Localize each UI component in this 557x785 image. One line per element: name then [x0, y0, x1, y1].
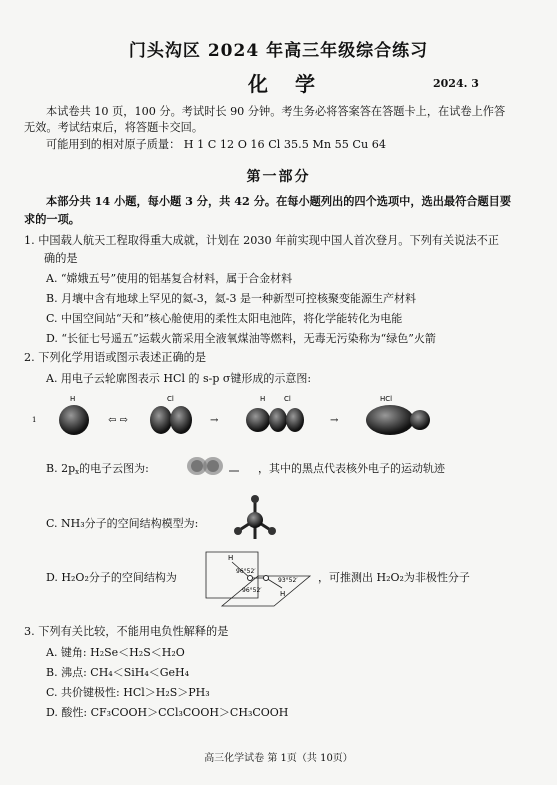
diagram-label-h1: H — [70, 395, 76, 403]
h2o2-label-h-bottom: H — [280, 590, 286, 598]
h2o2-label-h-top: H — [228, 554, 234, 562]
diagram-label-h2: H — [260, 395, 266, 403]
h2o2-structure-diagram — [202, 548, 314, 610]
diagram-label-hcl: HCl — [380, 395, 393, 403]
section-desc2: 求的一项。 — [24, 212, 80, 226]
2px-electron-cloud-image — [175, 455, 245, 477]
subject-title: 化 学 — [248, 72, 325, 96]
q1-option-d: D. “长征七号遥五”运载火箭采用全液氧煤油等燃料，无毒无污染称为“绿色”火箭 — [46, 332, 436, 345]
q3-stem: 3. 下列有关比较，不能用电负性解释的是 — [24, 625, 229, 638]
h-s-orbital — [246, 408, 270, 432]
hcl-sigma-bond-diagram — [30, 392, 490, 444]
h2o2-angle-2: 93°52′ — [278, 577, 298, 584]
q2-option-a: A. 用电子云轮廓图表示 HCl 的 s-p σ键形成的示意图: — [46, 372, 312, 385]
h-s-orbital — [59, 405, 89, 435]
page-footer: 高三化学试卷 第 1页（共 10页） — [204, 753, 353, 764]
hcl-bond-orbital — [366, 405, 414, 435]
diagram-label-cl1: Cl — [167, 395, 174, 403]
q2-option-d: D. H₂O₂分子的空间结构为 — [46, 571, 177, 584]
cl-p-orbital-lobe — [286, 408, 304, 432]
q2-stem: 2. 下列化学用语或图示表述正确的是 — [24, 351, 207, 364]
svg-text:→: → — [210, 415, 219, 426]
svg-text:→: → — [330, 415, 339, 426]
q1-option-c: C. 中国空间站“天和”核心舱使用的柔性太阳电池阵，将化学能转化为电能 — [46, 312, 403, 325]
diagram-label-cl2: Cl — [284, 395, 291, 403]
exam-date: 2024. 3 — [433, 77, 479, 90]
cl-p-orbital-lobe — [269, 408, 287, 432]
q1-option-a: A. “嫦娥五号”使用的铝基复合材料，属于合金材料 — [46, 272, 293, 285]
q2-option-d-tail: ，可推测出 H₂O₂为非极性分子 — [318, 571, 470, 584]
atomic-masses: 可能用到的相对原子质量： H 1 C 12 O 16 Cl 35.5 Mn 55 Cu 64 — [46, 138, 386, 151]
instructions-line2: 无效。考试结束后，将答题卡交回。 — [24, 121, 204, 134]
q3-option-b: B. 沸点: CH₄＜SiH₄＜GeH₄ — [46, 666, 190, 679]
cl-p-orbital-lobe — [170, 406, 192, 434]
nh3-ball-stick-model — [230, 495, 280, 545]
h2o2-angle-1: 96°52′ — [236, 568, 256, 575]
section-desc1: 本部分共 14 小题，每小题 3 分，共 42 分。在每小题列出的四个选项中，选出最符合题目要 — [46, 194, 512, 208]
q1-stem2: 确的是 — [44, 252, 78, 265]
hcl-bond-orbital — [410, 410, 430, 430]
exam-title: 门头沟区 2024 年高三年级综合练习 — [128, 41, 429, 61]
q3-option-a: A. 键角: H₂Se＜H₂S＜H₂O — [46, 646, 185, 659]
cl-p-orbital-lobe — [150, 406, 172, 434]
q1-option-b: B. 月壤中含有地球上罕见的氦-3，氦-3 是一种新型可控核聚变能源生产材料 — [46, 292, 417, 305]
instructions-line1: 本试卷共 10 页，100 分。考试时长 90 分钟。考生务必将答案答在答题卡上，在试卷上作答 — [46, 105, 506, 118]
section-title: 第一部分 — [246, 169, 311, 185]
h2o2-angle-3: 96°52′ — [242, 587, 262, 594]
q2-option-c: C. NH₃分子的空间结构模型为: — [46, 517, 199, 530]
svg-text:1: 1 — [32, 416, 37, 424]
q3-option-d: D. 酸性: CF₃COOH＞CCl₃COOH＞CH₃COOH — [46, 706, 289, 719]
q3-option-c: C. 共价键极性: HCl＞H₂S＞PH₃ — [46, 686, 210, 699]
q1-stem1: 1. 中国载人航天工程取得重大成就，计划在 2030 年前实现中国人首次登月。下列有关说法不正 — [24, 234, 499, 247]
q2-option-b: B. $2p_x$的电子云图为: — [46, 462, 149, 476]
q2-option-b-tail: ，其中的黑点代表核外电子的运动轨迹 — [258, 462, 445, 475]
svg-text:⇦ ⇨: ⇦ ⇨ — [108, 415, 128, 426]
